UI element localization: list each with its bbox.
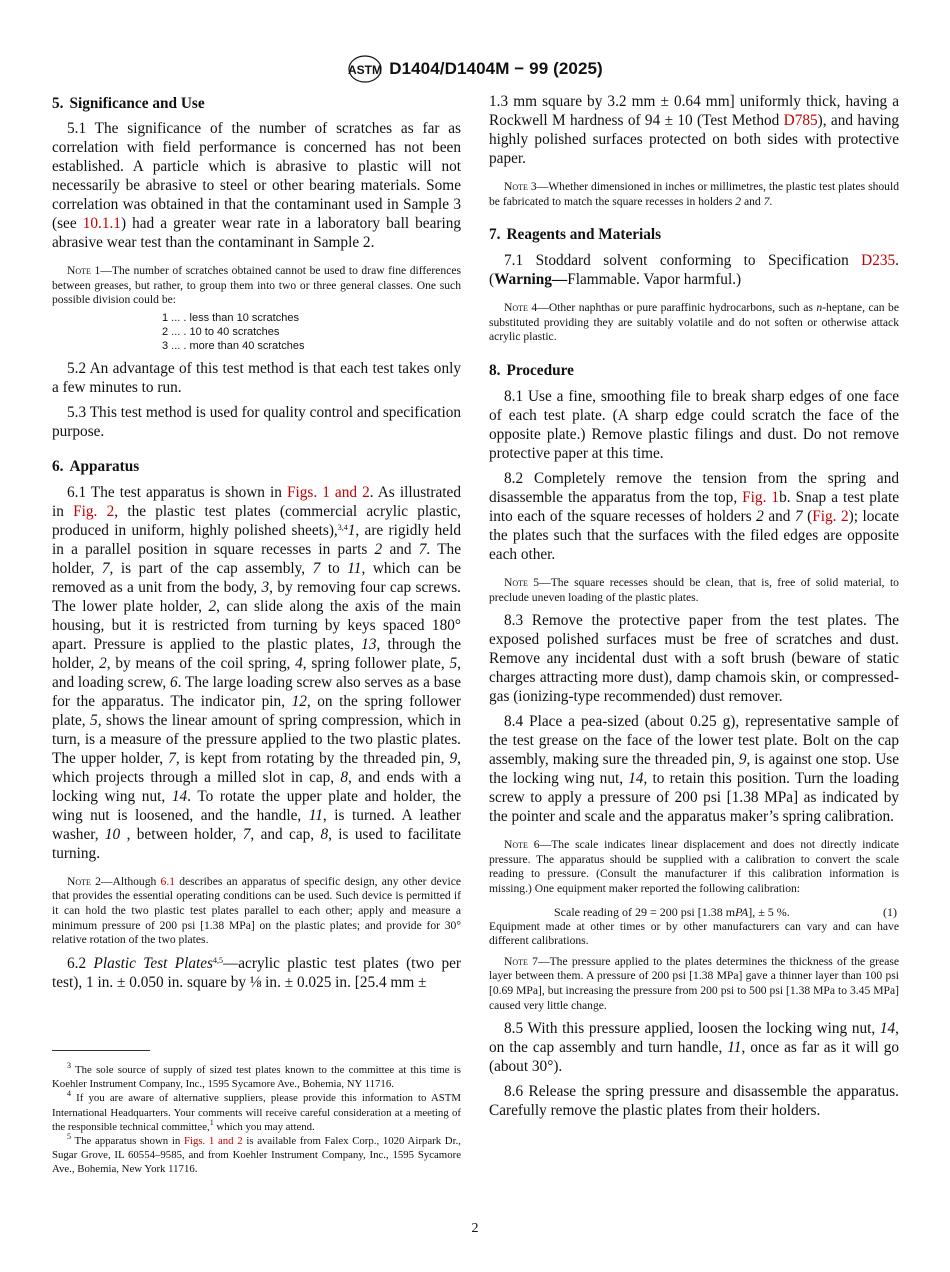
link-6-1[interactable]: 6.1 bbox=[160, 874, 176, 888]
list-item: 1 ... . less than 10 scratches bbox=[162, 311, 299, 324]
section-8-heading: 8. Procedure bbox=[489, 361, 574, 379]
paragraph-8-6: 8.6 Release the spring pressure and disassemble the apparatus. Carefully remove the plastic plates from their holders. bbox=[489, 1083, 899, 1120]
footnotes bbox=[52, 1050, 461, 1177]
section-7-heading: 7. Reagents and Materials bbox=[489, 226, 662, 244]
paragraph-8-1: 8.1 Use a fine, smoothing file to break sharp edges of one face of each test plate. (A sharp edge could scratch the face of the opposite plate.) Remove plastic filings and dust. Do not remove protective paper at this time. bbox=[489, 387, 899, 462]
footnote-divider bbox=[52, 1050, 150, 1051]
paragraph-6-2-continued: 1.3 mm square by 3.2 mm ± 0.64 mm] uniformly thick, having a Rockwell M hardness of 94 ± 10 (Test Method D785), and having highly polished surfaces protected on both sides with protective paper. bbox=[489, 93, 899, 167]
paragraph-5-2: 5.2 An advantage of this test method is that each test takes only a few minutes to run. bbox=[52, 359, 461, 396]
link-figs-1-2-footnote[interactable]: Figs. 1 and 2 bbox=[183, 1135, 243, 1148]
footnote-4: $^4$ If you are aware of alternative suppliers, please provide this information to ASTM International Headquarters. Your comments will receive careful consideration at a meeting of the responsible technical committee,$^1$ which you may attend. bbox=[52, 1089, 461, 1133]
paragraph-6-2: 6.2 Plastic Test Plates$^{4,5}$—acrylic plastic test plates (two per test), 1 in. ± 0.050 in. square by ⅛ in. ± 0.025 in. [25.4 mm ± bbox=[52, 954, 461, 991]
note-6: Note 6—The scale indicates linear displacement and does not directly indicate pressure. The apparatus should be supplied with a calibration to convert the scale reading to pressure. (Consult the manufacturer if this calibration information is missing.) One equipment maker reported the following calibration: bbox=[489, 838, 899, 895]
paragraph-8-5: 8.5 With this pressure applied, loosen the locking wing nut, 14, on the cap assembly and turn handle, 11, once as far as it will go (about 30°). bbox=[489, 1020, 899, 1076]
list-item: 3 ... . more than 40 scratches bbox=[162, 339, 305, 352]
svg-text:ASTM: ASTM bbox=[348, 63, 383, 77]
link-d235[interactable]: D235 bbox=[861, 252, 896, 270]
footnote-5: $^5$ The apparatus shown in Figs. 1 and 2 is available from Falex Corp., 1020 Airpark Dr., Sugar Grove, IL 60554–9585, and from Koehler Instrument Company, Inc., 1595 Sycamore Ave., Bohemia, New York 11716. bbox=[52, 1132, 461, 1176]
right-column bbox=[489, 92, 899, 1120]
paragraph-5-1: 5.1 The significance of the number of scratches as far as correlation with field performance is concerned has not been established. A particle which is abrasive to plastic will not necessarily be abrasive to steel or other bearing materials. Some correlation was obtained in that the contaminant used in Sample 3 (see 10.1.1) had a greater wear rate in a laboratory ball bearing abrasive wear test than the contaminant in Sample 2. bbox=[52, 120, 462, 251]
link-fig-1[interactable]: Fig. 1 bbox=[742, 488, 780, 506]
link-fig-2-proc[interactable]: Fig. 2 bbox=[812, 507, 849, 525]
note-6-continued: Equipment made at other times or by other manufacturers can vary and can have different calibrations. bbox=[489, 919, 899, 948]
page-number: 2 bbox=[471, 1221, 479, 1236]
page-header bbox=[0, 52, 950, 86]
link-d785[interactable]: D785 bbox=[783, 112, 818, 129]
scratch-class-list bbox=[162, 311, 461, 353]
link-figs-1-2[interactable]: Figs. 1 and 2 bbox=[286, 483, 370, 501]
note-7: Note 7—The pressure applied to the plates determines the thickness of the grease layer between them. A pressure of 200 psi [1.38 MPa] gave a thinner layer than 100 psi [0.69 MPa], but increasing the pressure from 200 psi to 500 psi [1.38 MPa to 3.45 MPa] caused very little change. bbox=[489, 954, 899, 1012]
left-column bbox=[52, 92, 462, 1176]
note-4: Note 4—Other naphthas or pure paraffinic hydrocarbons, such as n-heptane, can be substituted providing they are suitably volatile and do not soften or otherwise attack acrylic plastic. bbox=[489, 301, 899, 344]
link-fig-2[interactable]: Fig. 2 bbox=[73, 502, 115, 520]
paragraph-8-4: 8.4 Place a pea-sized (about 0.25 g), representative sample of the test grease on the face of the lower test plate. Bolt on the cap assembly, making sure the threaded pin, 9, is against one stop. Use the locking wing nut, 14, to retain this position. Turn the loading screw to apply a pressure of 200 psi [1.38 MPa] as indicated by the pointer and scale and the apparatus maker’s spring calibration. bbox=[489, 713, 899, 826]
note-3: Note 3—Whether dimensioned in inches or millimetres, the plastic test plates should be fabricated to match the square recesses in holders 2 and 7. bbox=[489, 180, 899, 208]
document-designation: D1404/D1404M − 99 (2025) bbox=[389, 59, 603, 78]
footnote-3: $^3$ The sole source of supply of sized test plates known to the committee at this time is Koehler Instrument Company, Inc., 1595 Sycamore Ave., Bohemia, NY 11716. bbox=[52, 1061, 461, 1091]
paragraph-8-3: 8.3 Remove the protective paper from the test plates. The exposed polished surfaces must be free of scratches and dust. Remove any incidental dust with a soft brush (beware of static charges attracting more dust), damp chamois skin, or compressed-gas (ionizing-type recommended) dust remover. bbox=[489, 612, 899, 706]
paragraph-6-1: 6.1 The test apparatus is shown in Figs. 1 and 2. As illustrated in Fig. 2, the plastic test plates (commercial acrylic plastic, produced in uniform, highly polished sheets),$^{3,4}$1, are rigidly held in a parallel position in square recesses in parts 2 and 7. The holder, 7, is part of the cap assembly, 7 to 11, which can be removed as a unit from the body, 3, by removing four cap screws. The lower plate holder, 2, can slide along the axis of the main housing, but it is restricted from turning by keys spaced 180° apart. Pressure is applied to the plastic plates, 13, through the holder, 2, by means of the coil spring, 4, spring follower plate, 5, and loading screw, 6. The large loading screw also serves as a base for the apparatus. The indicator pin, 12, on the spring follower plate, 5, shows the linear amount of spring compression, which in turn, is a measure of the pressure applied to the two plastic plates. The upper holder, 7, is kept from rotating by the threaded pin, 9, which projects through a milled slot in cap, 8, and ends with a locking wing nut, 14. To rotate the upper plate and holder, the wing nut is loosened, and the handle, 11, is turned. A leather washer, 10 , between holder, 7, and cap, 8, is used to facilitate turning. bbox=[52, 483, 462, 862]
note-2: Note 2—Although 6.1 describes an apparatus of specific design, any other device that provides the essential operating conditions can be used. Such device is permitted if it can hold the two plastic test plates parallel to each other; apply and measure a minimum pressure of 200 psi [1.38 MPa] on the plastic plates; and provide for 30° relative rotation of the two plates. bbox=[52, 874, 461, 947]
equation-1 bbox=[489, 905, 899, 920]
paragraph-7-1: 7.1 Stoddard solvent conforming to Specification D235. (Warning—Flammable. Vapor harmful.) bbox=[489, 252, 899, 289]
link-10-1-1[interactable]: 10.1.1 bbox=[82, 215, 121, 232]
section-5-heading: 5. Significance and Use bbox=[52, 95, 205, 112]
paragraph-5-3: 5.3 This test method is used for quality control and specification purpose. bbox=[52, 403, 461, 440]
note-1: Note 1—The number of scratches obtained cannot be used to draw fine differences between greases, but rather, to group them into two or three general classes. One such possible division could be: bbox=[52, 264, 461, 307]
note-5: Note 5—The square recesses should be clean, that is, free of solid material, to preclude uneven loading of the plastic plates. bbox=[489, 575, 899, 604]
equation-number: (1) bbox=[883, 904, 897, 919]
paragraph-8-2: 8.2 Completely remove the tension from the spring and disassemble the apparatus from the top, Fig. 1b. Snap a test plate into each of the square recesses of holders 2 and 7 (Fig. 2); locate the plates such that the surfaces with the filed edges are opposite each other. bbox=[489, 469, 900, 563]
list-item: 2 ... . 10 to 40 scratches bbox=[162, 325, 280, 338]
equation-body: Scale reading of 29 = 200 psi [1.38 mPA], ± 5 %. bbox=[554, 904, 790, 919]
astm-logo-icon bbox=[347, 53, 383, 85]
section-6-heading: 6. Apparatus bbox=[52, 457, 140, 475]
